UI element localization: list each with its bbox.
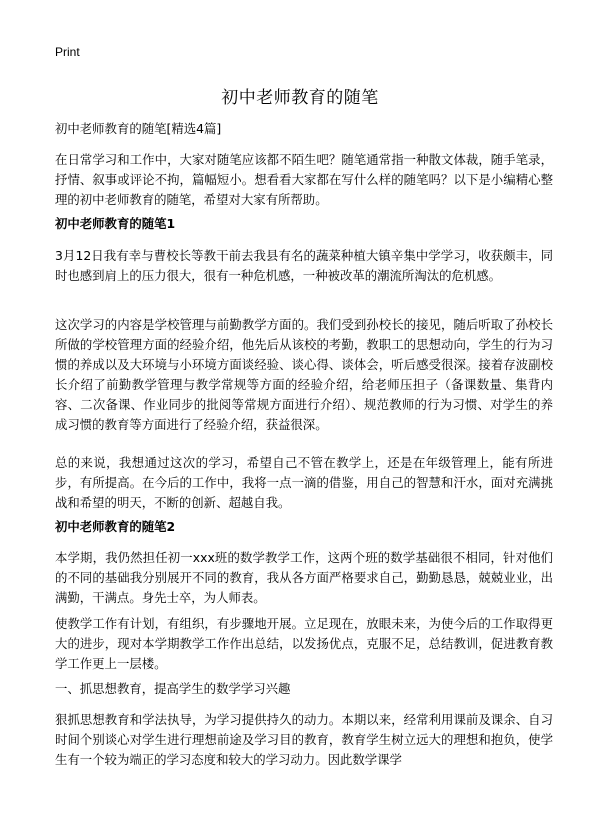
paragraph: 总的来说，我想通过这次的学习，希望自己不管在教学上，还是在年级管理上，能有所进步，有所提高。在今后的工作中，我将一点一滴的借鉴，用自己的智慧和汗水，面对充满挑战和希望的明天，不断的创新、超越自我。 [55, 455, 553, 510]
section-heading-1: 初中老师教育的随笔1 [55, 216, 176, 231]
document-subtitle: 初中老师教育的随笔[精选4篇] [55, 121, 222, 136]
paragraph: 本学期，我仍然担任初一xxx班的数学教学工作，这两个班的数学基础很不相同，针对他们的不同的基础我分别展开不同的教育，我从各方面严格要求自己，勤勤恳恳，兢兢业业，出满勤，干满点。身先士卒，为人师表。 [55, 550, 553, 605]
intro-paragraph: 在日常学习和工作中，大家对随笔应该都不陌生吧？随笔通常指一种散文体裁，随手笔录，抒情、叙事或评论不拘，篇幅短小。想看看大家都在写什么样的随笔吗？以下是小编精心整理的初中老师教育的随笔，希望对大家有所帮助。 [55, 152, 553, 207]
paragraph: 狠抓思想教育和学法执导，为学习提供持久的动力。本期以来，经常利用课前及课余、自习时间个别谈心对学生进行理想前途及学习目的教育，教育学生树立远大的理想和抱负，使学生有一个较为端正的学习态度和较大的学习动力。因此数学课学 [55, 712, 553, 767]
paragraph: 这次学习的内容是学校管理与前勤教学方面的。我们受到孙校长的接见，随后听取了孙校长所做的学校管理方面的经验介绍，他先后从该校的考勤，教职工的思想动向，学生的行为习惯的养成以及大环境与小环境方面谈经验、谈心得、谈体会，听后感受很深。接着存波副校长介绍了前勤教学管理与教学常规等方面的经验介绍，给老师压担子（备课数量、集背内容、二次备课、作业同步的批阅等常规方面进行介绍）、规范教师的行为习惯、对学生的养成习惯的教育等方面进行了经验介绍，获益很深。 [55, 317, 553, 432]
paragraph: 使教学工作有计划，有组织，有步骤地开展。立足现在，放眼未来，为使今后的工作取得更大的进步，现对本学期教学工作作出总结，以发扬优点，克服不足，总结教训，促进教育教学工作更上一层楼。 [55, 616, 553, 671]
section-heading-2: 初中老师教育的随笔2 [55, 519, 176, 534]
page-title: 初中老师教育的随笔 [221, 88, 379, 108]
print-link[interactable]: Print [55, 45, 80, 59]
paragraph: 3月12日我有幸与曹校长等教干前去我县有名的蔬菜种植大镇辛集中学学习，收获颇丰，同时也感到肩上的压力很大，很有一种危机感，一种被改革的潮流所淘汰的危机感。 [55, 248, 553, 283]
sub-heading: 一、抓思想教育，提高学生的数学学习兴趣 [55, 681, 291, 696]
